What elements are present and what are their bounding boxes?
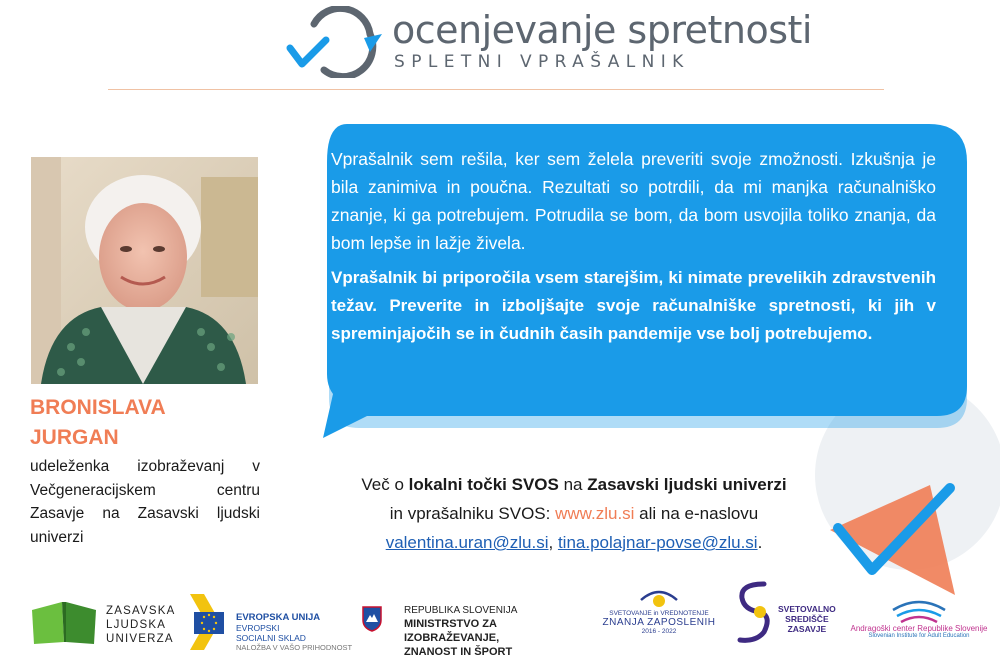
info-bold-institution: Zasavski ljudski univerzi [587,475,787,494]
info-separator: , [548,533,558,552]
logo-acs [848,596,990,650]
logo-zlu-text: UNIVERZA [106,633,174,645]
person-role-line: Zasavje na Zasavski ljudski [30,505,260,522]
logo-ministry-text: ZNANOST IN ŠPORT [404,646,513,658]
logo-eu-text: EVROPSKA UNIJA [236,612,321,623]
testimonial-text [331,145,936,348]
logo-eu-text: SOCIALNI SKLAD [236,633,306,643]
person-role-line: udeleženka izobraževanj v [30,458,260,475]
info-line-2 [294,499,854,528]
person-name [30,393,260,453]
logo-eu-text: NALOŽBA V VAŠO PRIHODNOST [236,643,353,652]
person-last-name: JURGAN [30,426,119,449]
info-period: . [757,533,763,552]
logo-eu-esf [190,594,355,650]
page-title: ocenjevanje spretnosti [392,8,812,52]
portrait-photo [31,157,258,384]
logo-ministry [362,604,587,658]
header-divider [108,89,884,90]
info-bold-local-point: lokalni točki SVOS [408,475,559,494]
website-link[interactable]: www.zlu.si [555,504,635,523]
logo-ssz-text: SVETOVALNO [778,604,836,614]
waves-logo-icon [889,596,949,624]
logo-svetovalno-sredisce [734,580,844,648]
email-link-tina[interactable]: tina.polajnar-povse@zlu.si [557,533,758,552]
contact-info [294,470,854,557]
page-subtitle: SPLETNI VPRAŠALNIK [394,52,690,72]
logo-ministry-text: MINISTRSTVO ZA IZOBRAŽEVANJE, [404,618,500,644]
testimonial-paragraph: Vprašalnik sem rešila, ker sem želela preveriti svoje zmožnosti. Izkušnja je bila zanimiva in poučna. Rezultati so potrdili, da mi manjka računalniško znanje, ki ga potrebujem. Potrudila se bom, da bom usvojila toliko znanja, da bom lepše in lažje živela. [331,149,936,253]
logo-ssz-text: SREDIŠČE [785,614,829,624]
s-shape-logo-icon [734,580,774,644]
book-icon [28,596,100,646]
logo-zlu [28,594,188,650]
logo-znanja-zaposlenih [594,588,724,650]
testimonial-recommendation: Vprašalnik bi priporočila vsem starejšim, ki nimate prevelikih zdravstvenih težav. Preverite in izboljšajte svoje računalniške spretnosti, ki jih v spreminjajočih se in čudnih časih pandemije vse bolj potrebujemo. [331,268,936,343]
logo-zlu-text: LJUDSKA [106,619,167,631]
logo-ministry-text: REPUBLIKA SLOVENIJA [404,605,518,616]
logo-eu-text: EVROPSKI [236,623,280,633]
info-line-3 [294,528,854,557]
info-text: na [558,475,588,494]
person-first-name: BRONISLAVA [30,396,166,419]
email-link-valentina[interactable]: valentina.uran@zlu.si [385,533,549,552]
logo-ssz-text: ZASAVJE [787,624,827,634]
logo-acs-text: Andragoški center Republike Slovenije [850,624,988,633]
eye-logo-icon [639,588,679,610]
logo-zlu-text: ZASAVSKA [106,605,176,617]
info-text: ali na e-naslovu [634,504,759,523]
info-text: in vprašalniku SVOS: [389,504,556,523]
slovenia-coat-of-arms-icon [362,606,382,632]
person-role-line: Večgeneracijskem centru [30,481,260,499]
logo-znanja-text: SVETOVANJE in VREDNOTENJE [609,610,709,617]
logo-checkmark-icon [284,6,384,78]
info-text: Več o [361,475,409,494]
logo-znanja-text: ZNANJA ZAPOSLENIH [602,617,716,628]
info-line-1 [294,470,854,499]
logo-znanja-text: 2016 - 2022 [641,628,677,635]
person-role-line: univerzi [30,528,84,546]
esf-emblem-icon [190,594,230,650]
logo-acs-text: Slovenian Institute for Adult Education [868,633,970,639]
person-role [30,455,260,549]
